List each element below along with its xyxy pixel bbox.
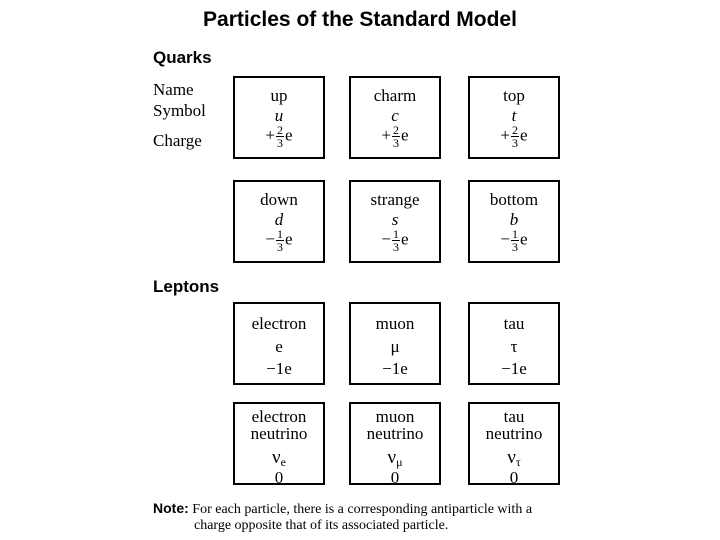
quark-charge: − $\frac{1}{3}$ e — [265, 227, 293, 254]
lepton-box-muon-neutrino — [349, 402, 441, 485]
lepton-symbol: $\nu_\mu$ — [387, 447, 403, 469]
row-label-charge: Charge — [153, 131, 202, 150]
quark-box-strange — [349, 180, 441, 263]
quark-box-up — [233, 76, 325, 159]
lepton-charge: 0 — [509, 468, 519, 487]
note-label: Note: — [153, 500, 189, 516]
quark-symbol: u — [274, 106, 284, 125]
note-text-line1: For each particle, there is a corresponding antiparticle with a — [192, 502, 533, 517]
lepton-symbol: τ — [510, 337, 518, 356]
lepton-name: muon — [375, 314, 415, 333]
quark-symbol: c — [391, 106, 399, 125]
lepton-symbol: $\nu_e$ — [272, 447, 286, 469]
lepton-symbol: e — [275, 337, 283, 356]
lepton-charge: −1e — [501, 359, 527, 378]
quark-box-charm — [349, 76, 441, 159]
quark-box-bottom — [468, 180, 560, 263]
lepton-name: electron — [251, 314, 307, 333]
lepton-box-electron-neutrino — [233, 402, 325, 485]
lepton-name: tau — [503, 314, 525, 333]
note-text-line2: charge opposite that of its associated particle. — [194, 518, 449, 533]
quark-charge: − $\frac{1}{3}$ e — [381, 227, 409, 254]
lepton-charge: −1e — [266, 359, 292, 378]
lepton-name: muon neutrino — [366, 407, 424, 443]
quark-name: charm — [373, 86, 417, 105]
quark-charge: + $\frac{2}{3}$ e — [381, 123, 409, 150]
lepton-symbol: $\nu_\tau$ — [507, 447, 521, 469]
quark-name: top — [503, 86, 525, 105]
lepton-name: electron neutrino — [250, 407, 308, 443]
footnote — [153, 500, 573, 534]
lepton-box-muon — [349, 302, 441, 385]
lepton-charge: 0 — [274, 468, 284, 487]
lepton-charge: 0 — [390, 468, 400, 487]
row-label-symbol: Symbol — [153, 101, 206, 120]
quark-name: strange — [370, 190, 420, 209]
quark-symbol: b — [509, 210, 519, 229]
lepton-box-electron — [233, 302, 325, 385]
quark-charge: − $\frac{1}{3}$ e — [500, 227, 528, 254]
quark-charge: + $\frac{2}{3}$ e — [500, 123, 528, 150]
quark-box-down — [233, 180, 325, 263]
row-label-name: Name — [153, 80, 194, 99]
quark-symbol: t — [511, 106, 517, 125]
lepton-symbol: μ — [390, 337, 400, 356]
lepton-charge: −1e — [382, 359, 408, 378]
page-title: Particles of the Standard Model — [203, 8, 517, 31]
quark-name: down — [260, 190, 298, 209]
quark-name: bottom — [489, 190, 539, 209]
quark-charge: + $\frac{2}{3}$ e — [265, 123, 293, 150]
quark-box-top — [468, 76, 560, 159]
quark-name: up — [270, 86, 288, 105]
quark-symbol: d — [274, 210, 284, 229]
quark-symbol: s — [391, 210, 399, 229]
lepton-box-tau — [468, 302, 560, 385]
leptons-heading: Leptons — [153, 277, 220, 296]
quarks-heading: Quarks — [153, 48, 212, 67]
lepton-box-tau-neutrino — [468, 402, 560, 485]
lepton-name: tau neutrino — [485, 407, 543, 443]
